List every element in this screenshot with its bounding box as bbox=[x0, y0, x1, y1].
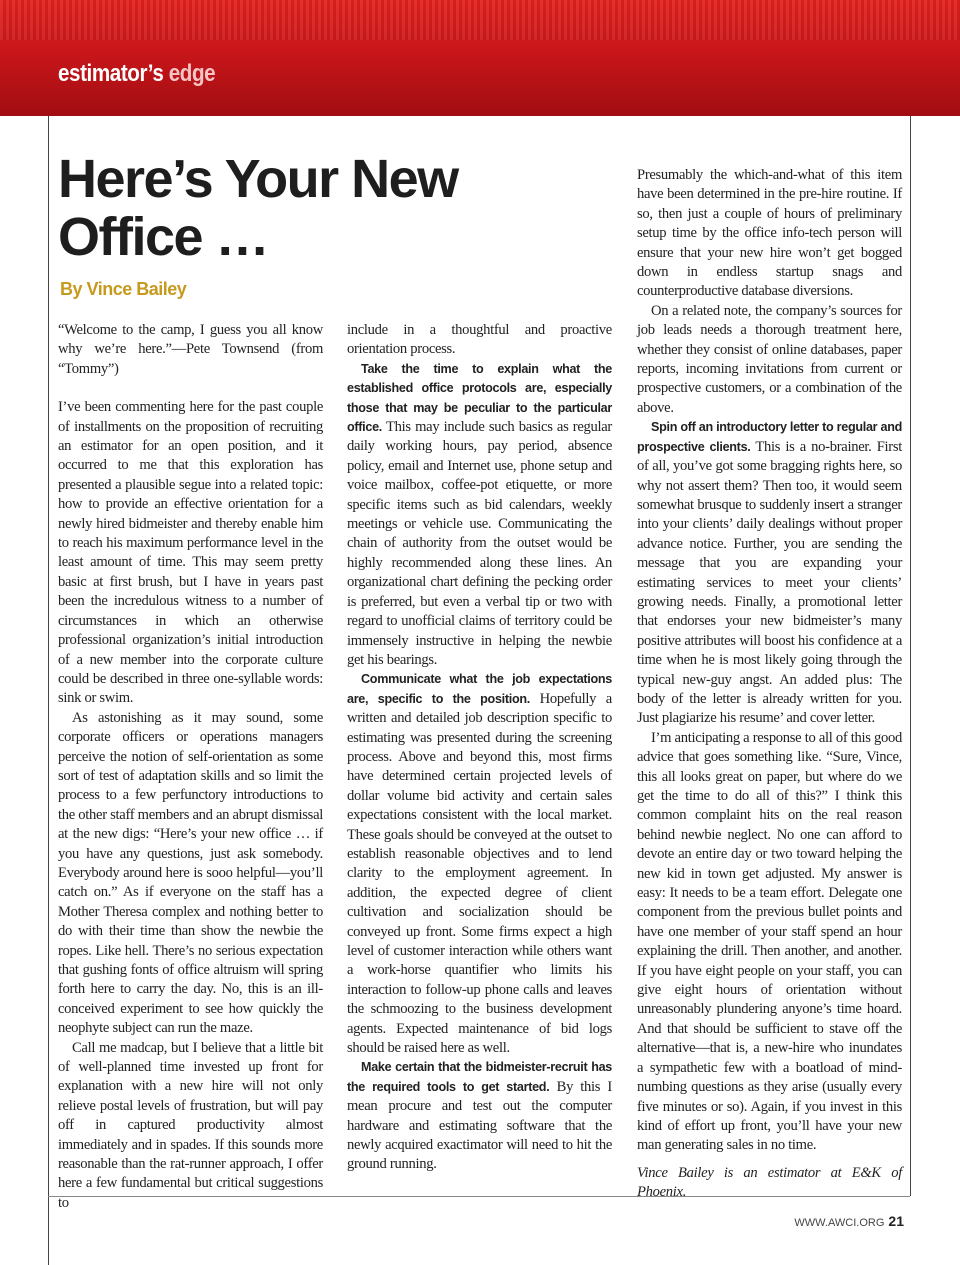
lead-heading: Make certain that the bidmeister-recruit has the required tools to get started. bbox=[347, 1060, 612, 1094]
author-bio: Vince Bailey is an estimator at E&K of Phoenix. bbox=[637, 1164, 902, 1201]
column-1 bbox=[58, 321, 323, 1213]
column-2 bbox=[347, 321, 612, 1175]
title-line-1: Here’s Your New bbox=[58, 149, 458, 209]
paragraph bbox=[347, 1058, 612, 1174]
column-3 bbox=[637, 166, 902, 1203]
page-footer bbox=[794, 1213, 904, 1229]
paragraph: On a related note, the company’s sources for job leads needs a thorough treatment here, whether they consist of online databases, paper reports, incoming invitations from current or prospective customers, or a combination of the above. bbox=[637, 302, 902, 416]
section-label bbox=[58, 60, 215, 88]
lead-heading: Take the time to explain what the established office protocols are, especially those that may be peculiar to the particular office. bbox=[347, 361, 612, 435]
paragraph-text: This is a no-brainer. First of all, you’ve got some bragging rights here, so why not assert them? Then too, it would seem somewhat brusque to suddenly insert a stranger into your clients’ daily dealings without proper advance notice. Further, you are sending the message that you are expanding your estimating services to meet your clients’ growing needs. Finally, a promotional letter that endorses your new bidmeister’s many positive attributes will boost his confidence at a time when he is most likely going through the typical new-guy angst. An added plus: The body of the letter is already written for you. Just plagiarize his resume’ and cover letter. bbox=[637, 438, 902, 727]
paragraph-text: This may include such basics as regular daily working hours, pay period, absence policy, email and Internet use, phone setup and voice mailbox, coffee-pot etiquette, or more specific items such as bid calendars, weekly meetings or vehicle use. Communicating the chain of authority from the outset would be highly recommended along these lines. An organizational chart defining the pecking order is preferred, but even a verbal tip or two with regard to unofficial claims of territory could be immensely instructive in helping the newbie get his bearings. bbox=[347, 419, 612, 668]
paragraph bbox=[637, 418, 902, 729]
section-label-a: estimator’s bbox=[58, 60, 164, 87]
lead-heading: Spin off an introductory letter to regular and prospective clients. bbox=[637, 420, 902, 454]
paragraph-text: Hopefully a written and detailed job description specific to estimating was presented during the screening process. Above and beyond this, most firms have determined certain projected levels of dollar volume bid activity and certain sales expectations consistent with the local market. These goals should be conveyed at the outset to establish reasonable objectives and to lend clarity to the employment agreement. In addition, the expected degree of client cultivation and socialization should be conveyed up front. Some firms expect a high level of customer interaction while others want a work-horse quantifier who limits his interaction to follow-up phone calls and leaves the schmoozing to the business development agents. Expected maintenance of bid logs should be raised here as well. bbox=[347, 690, 612, 1057]
paragraph bbox=[347, 670, 612, 1058]
page-number: 21 bbox=[888, 1213, 904, 1229]
epigraph: “Welcome to the camp, I guess you all know why we’re here.”—Pete Townsend (from “Tommy”) bbox=[58, 322, 323, 377]
paragraph bbox=[347, 360, 612, 671]
title-line-2: Office … bbox=[58, 207, 269, 267]
footer-url: WWW.AWCI.ORG bbox=[794, 1217, 885, 1229]
left-page-rule bbox=[48, 116, 49, 1265]
section-banner bbox=[0, 0, 960, 116]
lead-heading: Communicate what the job expectations are, specific to the position. bbox=[347, 672, 612, 706]
byline: By Vince Bailey bbox=[60, 279, 187, 299]
paragraph-text: By this I mean procure and test out the computer hardware and estimating software that the newly acquired exactimator will need to hit the ground running. bbox=[347, 1078, 612, 1173]
paragraph: include in a thoughtful and proactive orientation process. bbox=[347, 322, 612, 358]
article-title bbox=[58, 150, 498, 266]
paragraph: Presumably the which-and-what of this item have been determined in the pre-hire routine. If so, then just a couple of hours of preliminary setup time by the office info-tech person will ensure that your new hire won’t get bogged down in endless startup snags and counterproductive database diversions. bbox=[637, 167, 902, 300]
section-label-b: edge bbox=[168, 60, 216, 87]
paragraph: I’ve been commenting here for the past couple of installments on the proposition of recruiting an estimator for an open position, and it occurred to me that this exploration has presented a plausible segue into a related topic: how to provide an effective orientation for a newly hired bidmeister and thereby enable him to reach his maximum performance level in the least amount of time. This may seem pretty basic at first brush, but I have in years past been the incredulous witness to a number of circumstances in which an otherwise professional organization’s initial introduction of a new member into the corporate culture could be described in three one-syllable words: sink or swim. bbox=[58, 399, 323, 707]
paragraph: As astonishing as it may sound, some corporate officers or operations managers perceive the notion of self-orientation as some sort of test of adaptation skills and so limit the process to a few perfunctory introductions to the other staff members and an abrupt dismissal at the new digs: “Here’s your new office … if you have any questions, just ask somebody. Everybody around here is sooo helpful—you’ll catch on.” As if everyone on the staff has a Mother Theresa complex and nothing better to do with their time than show the newbie the ropes. Like hell. There’s no serious expectation that gushing fonts of office altruism will spring forth here to carry the day. No, this is an ill-conceived experiment to see how quickly the neophyte subject can run the maze. bbox=[58, 709, 323, 1037]
paragraph: I’m anticipating a response to all of this good advice that goes something like. “Sure, Vince, this all looks great on paper, but where do we get the time to do all of this?” I think this common complaint hits on the real reason behind newbie neglect. No one can afford to devote an entire day or two toward helping the new kid in town get adjusted. My answer is easy: It needs to be a team effort. Delegate one component from the previous bullet points and have one member of your staff spend an hour explaining the drill. Then another, and another. If you have eight people on your staff, you can give eight hours of orientation without unreasonably plundering anyone’s time hoard. And that should be sufficient to stave off the alternative—that is, a new-hire who inundates a sympathetic few with a boatload of mind-numbing questions as they arise (usually every five minutes or so). Again, if you invest in this kind of effort up front, you’ll have your new man generating sales in no time. bbox=[637, 729, 902, 1154]
right-page-rule bbox=[910, 116, 911, 1196]
paragraph: Call me madcap, but I believe that a little bit of well-planned time invested up front for explanation with a new hire will not only relieve postal levels of frustration, but will pay off in captured productivity almost immediately and in spades. If this sounds more reasonable than the rat-runner approach, I offer here a few fundamental but critical suggestions to bbox=[58, 1039, 323, 1211]
